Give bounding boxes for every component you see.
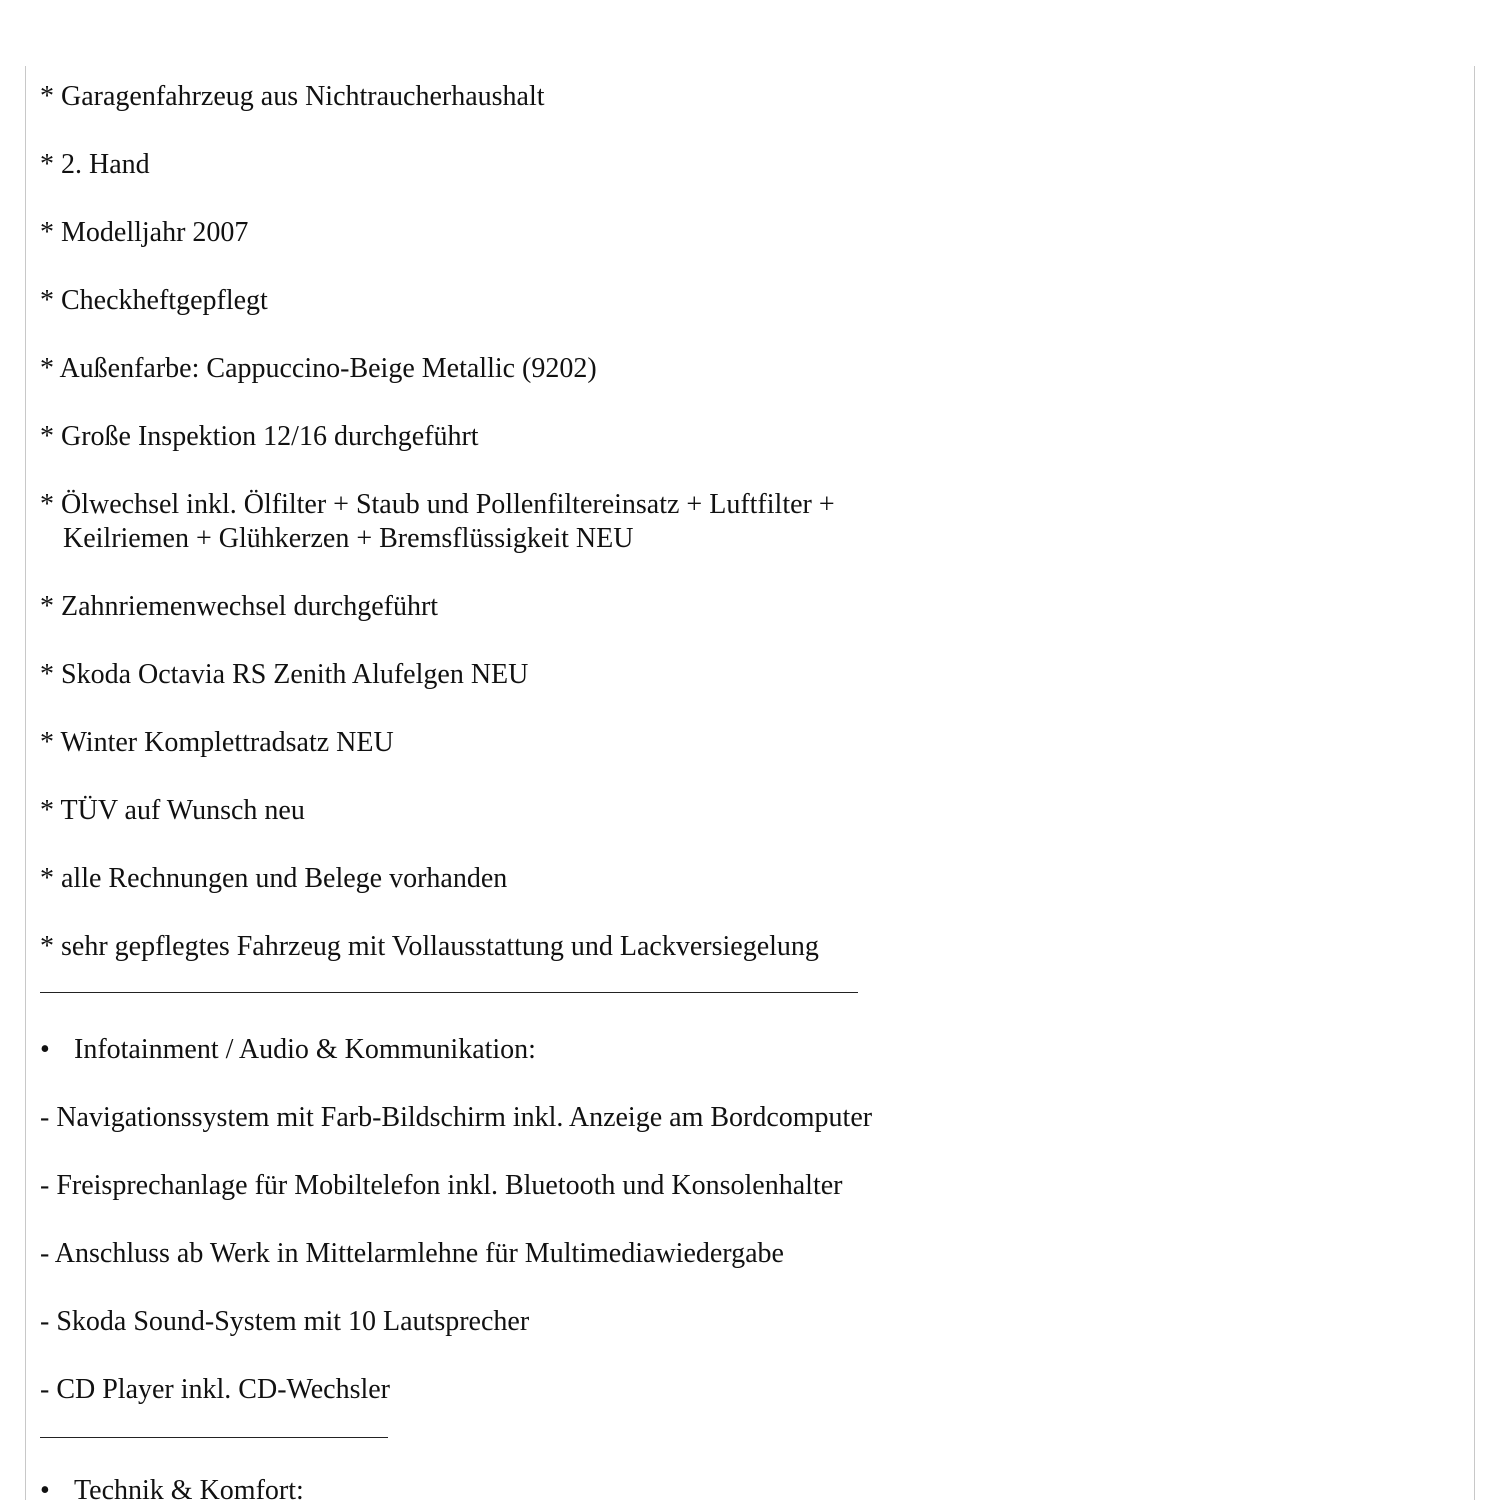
feature-color: * Außenfarbe: Cappuccino-Beige Metallic (9202) xyxy=(40,353,597,384)
infotainment-item-cd-player: - CD Player inkl. CD-Wechsler xyxy=(40,1374,390,1405)
section-heading-infotainment xyxy=(40,1033,536,1067)
section-heading-label: Infotainment / Audio & Kommunikation: xyxy=(74,1034,536,1065)
section-heading-technik xyxy=(40,1474,304,1500)
feature-oil-change: * Ölwechsel inkl. Ölfilter + Staub und Pollenfiltereinsatz + Luftfilter + Keilriemen + Glühkerzen + Bremsflüssigkeit NEU xyxy=(40,489,835,554)
infotainment-item-handsfree: - Freisprechanlage für Mobiltelefon inkl. Bluetooth und Konsolenhalter xyxy=(40,1170,843,1201)
infotainment-item-multimedia: - Anschluss ab Werk in Mittelarmlehne für Multimediawiedergabe xyxy=(40,1238,784,1269)
feature-timing-belt: * Zahnriemenwechsel durchgeführt xyxy=(40,591,439,622)
feature-condition: * sehr gepflegtes Fahrzeug mit Vollausstattung und Lackversiegelung xyxy=(40,931,819,962)
feature-garage: * Garagenfahrzeug aus Nichtraucherhaushalt xyxy=(40,81,545,112)
page-frame xyxy=(25,66,1475,1500)
feature-rims: * Skoda Octavia RS Zenith Alufelgen NEU xyxy=(40,659,529,690)
feature-model-year: * Modelljahr 2007 xyxy=(40,217,249,248)
infotainment-item-sound-system: - Skoda Sound-System mit 10 Lautsprecher xyxy=(40,1306,530,1337)
section-divider-short xyxy=(40,1437,388,1438)
feature-service-book: * Checkheftgepflegt xyxy=(40,285,268,316)
bullet-icon: • xyxy=(40,1475,50,1500)
feature-tuv: * TÜV auf Wunsch neu xyxy=(40,795,305,826)
infotainment-item-navigation: - Navigationssystem mit Farb-Bildschirm inkl. Anzeige am Bordcomputer xyxy=(40,1102,873,1133)
section-divider xyxy=(40,992,858,993)
feature-inspection: * Große Inspektion 12/16 durchgeführt xyxy=(40,421,479,452)
feature-owner: * 2. Hand xyxy=(40,149,150,180)
section-heading-label: Technik & Komfort: xyxy=(74,1475,304,1500)
feature-invoices: * alle Rechnungen und Belege vorhanden xyxy=(40,863,508,894)
bullet-icon: • xyxy=(40,1034,50,1065)
feature-winter-wheels: * Winter Komplettradsatz NEU xyxy=(40,727,394,758)
